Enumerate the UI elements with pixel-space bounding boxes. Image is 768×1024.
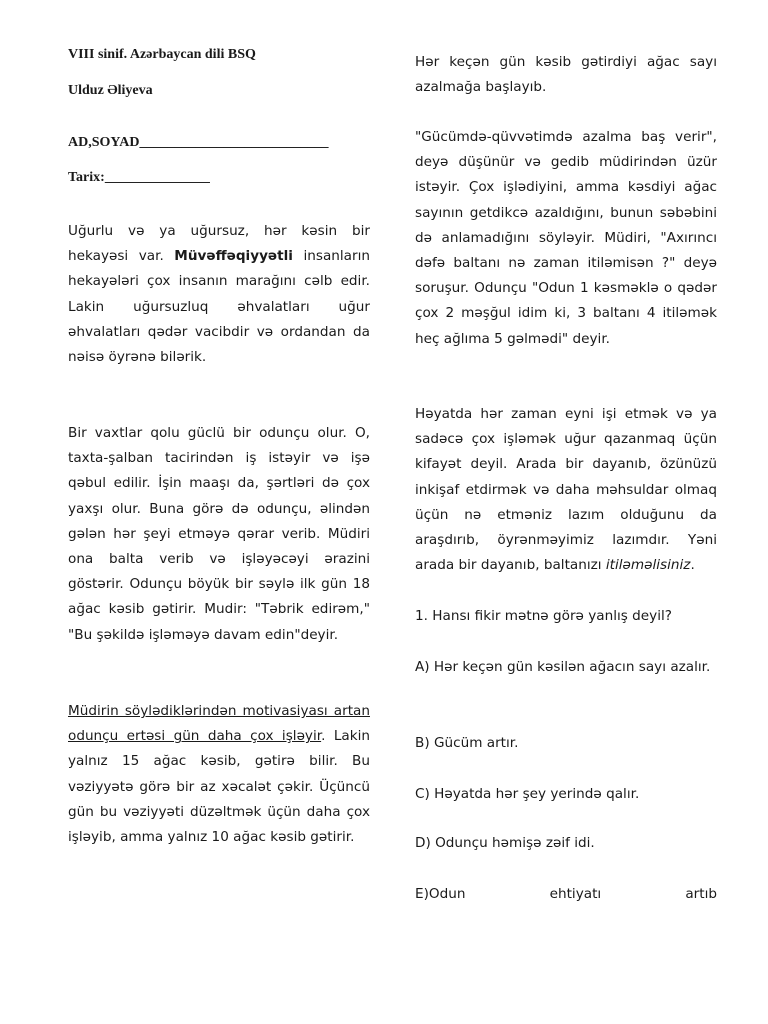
- option-a: A) Hər keçən gün kəsilən ağacın sayı azalır.: [415, 659, 711, 675]
- moral-text-b: .: [690, 557, 695, 574]
- intro-text-a: Uğurlu və ya uğursuz, hər kəsin bir hekayəsi var.: [68, 223, 370, 265]
- story-paragraph-2: [68, 699, 370, 850]
- story-paragraph-1: Bir vaxtlar qolu güclü bir odunçu olur. O, taxta-şalban tacirindən iş istəyir və işə qəbul edilir. İşin maaşı da, şərtləri də çox yaxşı olur. Buna görə də odunçu, əlindən gələn hər şeyi etməyə qərar verib. Müdiri ona balta verib və işləyəcəyi ərazini göstərir. Odunçu böyük bir səylə ilk gün 18 ağac kəsib gətirir. Mudir: "Təbrik edirəm," "Bu şəkildə işləməyə davam edin"deyir.: [68, 425, 370, 643]
- option-b: B) Gücüm artır.: [415, 735, 519, 751]
- date-field: Tarix:_______________: [68, 170, 210, 185]
- underlined-sentence: Müdirin söylədiklərindən motivasiyası artan odunçu ertəsi gün daha çox işləyir: [68, 703, 370, 745]
- name-surname-field: AD,SOYAD___________________________: [68, 135, 329, 150]
- class-subject-heading: VIII sinif. Azərbaycan dili BSQ: [68, 47, 256, 62]
- intro-text-b: insanların hekayələri çox insanın marağını cəlb edir. Lakin uğursuzluq əhvalatları uğur əhvalatları qədər vacibdir və ordandan da nəisə öyrənə bilərik.: [68, 248, 370, 366]
- option-e: E)Odun ehtiyatı artıb: [415, 886, 717, 902]
- moral-text-a: Həyatda hər zaman eyni işi etmək və ya sadəcə çox işləmək uğur qazanmaq üçün kifayət deyil. Arada bir dayanıb, özünüzü inkişaf etdirmək və daha məhsuldar olmaq üçün nə etməniz lazım olduğunu da araşdırıb, öyrənməyimiz lazımdır. Yəni arada bir dayanıb, baltanızı: [415, 406, 717, 574]
- story-paragraph-3: Hər keçən gün kəsib gətirdiyi ağac sayı azalmağa başlayıb.: [415, 54, 717, 96]
- option-d: D) Odunçu həmişə zəif idi.: [415, 835, 595, 851]
- story-paragraph-2-rest: . Lakin yalnız 15 ağac kəsib, gətirə bilir. Bu vəziyyətə görə bir az xəcalət çəkir. Üçüncü gün bu vəziyyəti düzəltmək üçün daha çox işləyib, amma yalnız 10 ağac kəsib gətirir.: [68, 728, 370, 846]
- question-1: 1. Hansı fikir mətnə görə yanlış deyil?: [415, 608, 672, 624]
- intro-bold-word: Müvəffəqiyyətli: [174, 248, 293, 265]
- option-c: C) Həyatda hər şey yerində qalır.: [415, 786, 640, 802]
- moral-italic-word: itiləməlisiniz: [605, 557, 691, 574]
- author-name: Ulduz Əliyeva: [68, 83, 153, 98]
- intro-paragraph: [68, 219, 370, 370]
- moral-paragraph: [415, 402, 717, 578]
- story-paragraph-4: "Gücümdə-qüvvətimdə azalma baş verir", deyə düşünür və gedib müdirindən üzür istəyir. Çox işlədiyini, amma kəsdiyi ağac sayının getdikcə azaldığını, bunun səbəbini də anlamadığını söyləyir. Müdiri, "Axırıncı dəfə baltanı nə zaman itiləmisən ?" deyə soruşur. Odunçu "Odun 1 kəsməklə o qədər çox 2 məşğul idim ki, 3 baltanı 4 itiləmək heç ağlıma 5 gəlmədi" deyir.: [415, 129, 717, 347]
